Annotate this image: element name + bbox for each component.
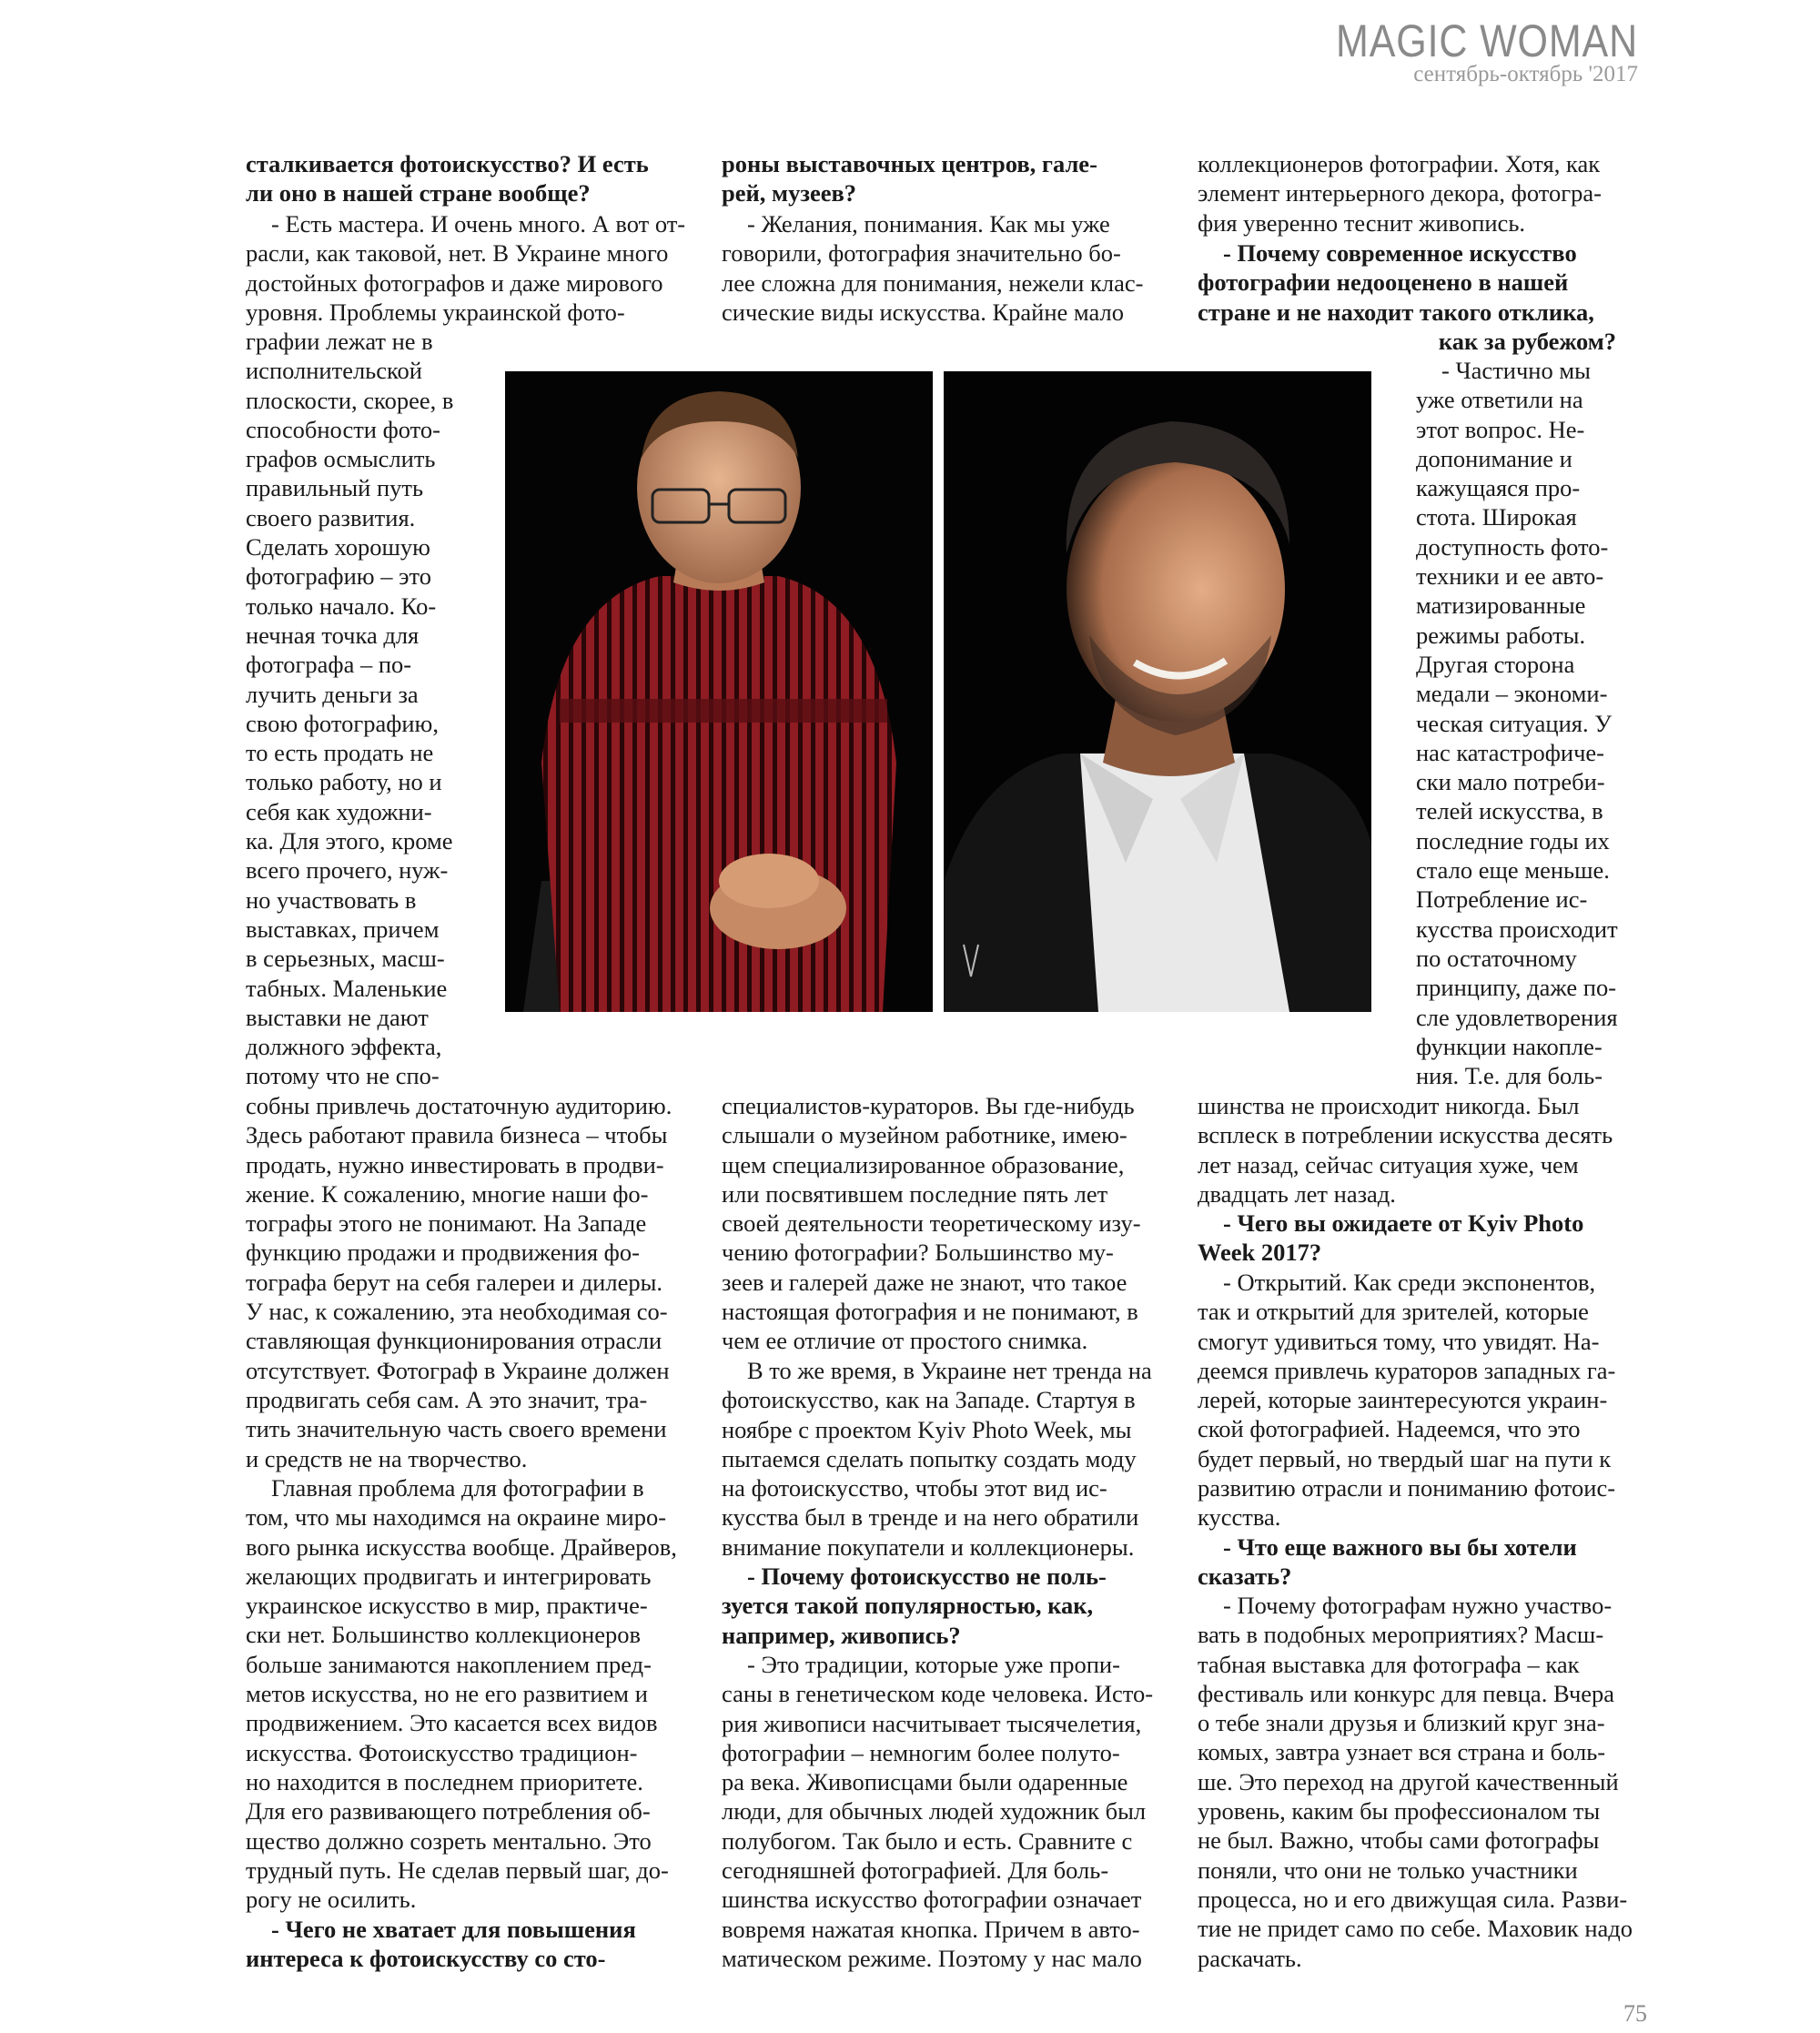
paragraph: - Открытий. Как среди экспонентов, так и открытий для зрителей, которые смогут удивиться тому, что увидят. На- деемся привлечь кураторов западных га- лерей, которые заинтересуются украин- ской фотографией. Надеемся, что это будет первый, но твердый шаг на пути к развитию отрасли и пониманию фотоис- кусства. bbox=[1198, 1269, 1616, 1532]
issue-date: сентябрь-октябрь '2017 bbox=[1413, 62, 1638, 86]
paragraph: Главная проблема для фотографии в том, что мы находимся на окраине миро- вого рынка искусства вообще. Драйверов, желающих продвигать и интегрировать украинское искусство в мир, практиче- ски нет. Большинство коллекционеров больше занимаются накоплением пред- метов искусства, но не его развитием и продвижением. Это касается всех видов искусства. Фотоискусство традицион- но находится в последнем приоритете. Для его развивающего потребления об- щество должно созреть ментально. Это трудный путь. Не сделав первый шаг, до- рогу не осилить. bbox=[246, 1474, 677, 1914]
paragraph: коллекционеров фотографии. Хотя, как элемент интерьерного декора, фотогра- фия уверенно теснит живопись. bbox=[1198, 150, 1602, 237]
question-text: как за рубежом? bbox=[1438, 328, 1616, 355]
paragraph: В то же время, в Украине нет тренда на фотоискусство, как на Западе. Стартуя в ноябре с проектом Kyiv Photo Week, мы пытаемся сделать попытку создать моду на фотоискусство, чтобы этот вид ис- кусства был в тренде и на него обратили внимание покупатели и коллекционеры. bbox=[722, 1357, 1152, 1561]
portrait-illustration bbox=[944, 371, 1371, 1012]
paragraph: - Это традиции, которые уже пропи- саны в генетическом коде человека. Исто- рия живописи насчитывает тысячелетия, фотографии – немногим более полуто- ра века. Живописцами были одаренные люди, для обычных людей художник был полубогом. Так было и есть. Сравните с сегодняшней фотографией. Для боль- шинства искусство фотографии означает вовремя нажатая кнопка. Причем в авто- матическом режиме. Поэтому у нас мало bbox=[722, 1651, 1154, 1972]
paragraph: - Желания, понимания. Как мы уже говорили, фотография значительно бо- лее сложна для понимания, нежели клас- сические виды искусства. Крайне мало bbox=[722, 210, 1144, 326]
portrait-photo-red-sweater bbox=[505, 371, 933, 1012]
paragraph: - Есть мастера. И очень много. А вот от- расли, как таковой, нет. В Украине много достойных фотографов и даже мирового уровня. Проблемы украинской фото- bbox=[246, 210, 686, 326]
page-number: 75 bbox=[1623, 2000, 1647, 2027]
question-text: - Чего вы ожидаете от Kyiv Photo Week 2017? bbox=[1198, 1209, 1584, 1267]
question-text: роны выставочных центров, гале- рей, музеев? bbox=[722, 150, 1097, 207]
paragraph: шинства не происходит никогда. Был всплеск в потреблении искусства десять лет назад, сейчас ситуация хуже, чем двадцать лет назад. bbox=[1198, 1092, 1613, 1208]
portrait-photo-smiling-man bbox=[944, 371, 1371, 1012]
paragraph: графии лежат не в исполнительской плоскости, скорее, в способности фото- графов осмыслить правильный путь своего развития. Сделать хорошую фотографию – это только начало. Ко- нечная точка для фотографа – по- лучить деньги за свою фотографию, то есть продать не только работу, но и себя как художни- ка. Для этого, кроме всего прочего, нуж- но участвовать в выставках, причем в серьезных, масш- табных. Маленькие выставки не дают должного эффекта, потому что не спо- bbox=[246, 328, 454, 1090]
question-text: сталкивается фотоискусство? И есть ли оно в нашей стране вообще? bbox=[246, 150, 649, 207]
paragraph: - Частично мы уже ответили на этот вопрос. Не- допонимание и кажущаяся про- стота. Широкая доступность фото- техники и ее авто- матизированные режимы работы. Другая сторона медали – экономи- ческая ситуация. У нас катастрофиче- ски мало потреби- телей искусства, в последние годы их стало еще меньше. Потребление ис- кусства происходит по остаточному принципу, даже по- сле удовлетворения функции накопле- ния. Т.е. для боль- bbox=[1416, 357, 1618, 1090]
magazine-title: MAGIC WOMAN bbox=[1336, 15, 1638, 66]
paragraph: специалистов-кураторов. Вы где-нибудь слышали о музейном работнике, имею- щем специализированное образование, или посвятившем последние пять лет своей деятельности теоретическому изу- чению фотографии? Большинство му- зеев и галерей даже не знают, что такое настоящая фотография и не понимают, в чем ее отличие от простого снимка. bbox=[722, 1092, 1141, 1355]
question-text: - Почему современное искусство фотографии недооценено в нашей стране и не находит такого отклика, bbox=[1198, 239, 1594, 326]
paragraph: собны привлечь достаточную аудиторию. Здесь работают правила бизнеса – чтобы продать, нужно инвестировать в продви- жение. К сожалению, многие наши фо- тографы этого не понимают. На Западе функцию продажи и продвижения фо- тографа берут на себя галереи и дилеры. У нас, к сожалению, эта необходимая со- ставляющая функционирования отрасли отсутствует. Фотограф в Украине должен продвигать себя сам. А это значит, тра- тить значительную часть своего времени и средств не на творчество. bbox=[246, 1092, 672, 1472]
paragraph: - Почему фотографам нужно участво- вать в подобных мероприятиях? Масш- табная выставка для фотографа – как фестиваль или конкурс для певца. Вчера о тебе знали друзья и близкий круг зна- комых, завтра узнает вся страна и боль- ше. Это переход на другой качественный уровень, каким бы профессионалом ты не был. Важно, чтобы сами фотографы поняли, что они не только участники процесса, но и его движущая сила. Разви- тие не придет само по себе. Маховик надо раскачать. bbox=[1198, 1592, 1633, 1972]
question-text: - Что еще важного вы бы хотели сказать? bbox=[1198, 1533, 1577, 1591]
question-text: - Почему фотоискусство не поль- зуется такой популярностью, как, например, живопись? bbox=[722, 1563, 1107, 1649]
portrait-illustration bbox=[505, 371, 933, 1012]
question-text: - Чего не хватает для повышения интереса к фотоискусству со сто- bbox=[246, 1916, 636, 1973]
